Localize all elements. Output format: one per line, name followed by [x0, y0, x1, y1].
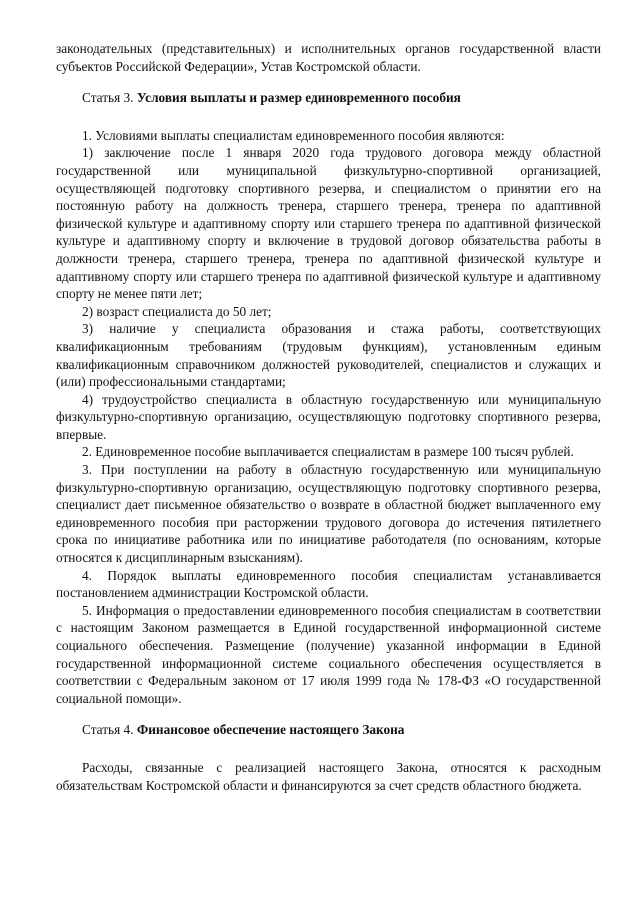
- article-3-paragraph: 2. Единовременное пособие выплачивается специалистам в размере 100 тысяч рублей.: [82, 444, 574, 460]
- document-body: [56, 40, 601, 794]
- article-3-paragraph: 1. Условиями выплаты специалистам единовременного пособия являются:: [82, 127, 505, 143]
- article-3-paragraph: 3) наличие у специалиста образования и стажа работы, соответствующих квалификационным требованиям (трудовым функциям), установленным единым квалификационным справочником должностей руководителей, специалистов и служащих и (или) профессиональными стандартами;: [56, 321, 601, 390]
- article-3-prefix: Статья 3.: [82, 90, 134, 106]
- article-3-paragraph: 1) заключение после 1 января 2020 года трудового договора между областной государственной или муниципальной физкультурно-спортивной организацией, осуществляющей подготовку спортивного резерва, и специалистом о принятии его на постоянную работу на должность тренера, старшего тренера, тренера по адаптивной физической культуре и адаптивному спорту или старшего тренера по адаптивной физической культуре и адаптивному спорту и включение в трудовой договор обязательства работы в должности тренера, старшего тренера, тренера по адаптивной физической культуре и адаптивному спорту или старшего тренера по адаптивной физической культуре и адаптивному спорту не менее пяти лет;: [56, 145, 601, 302]
- article-4-paragraph: Расходы, связанные с реализацией настоящего Закона, относятся к расходным обязательствам Костромской области и финансируются за счет средств областного бюджета.: [56, 759, 601, 793]
- article-3-paragraph: 5. Информация о предоставлении единовременного пособия специалистам в соответствии с настоящим Законом размещается в Единой государственной информационной системе социального обеспечения. Размещение (получение) указанной информации в Единой государственной информационной системе социального обеспечения осуществляется в соответствии с Федеральным законом от 17 июля 1999 года № 178-ФЗ «О государственной социальной помощи».: [56, 602, 601, 706]
- article-3-paragraph: 4) трудоустройство специалиста в областную государственную или муниципальную физкультурно-спортивную организацию, осуществляющую подготовку спортивного резерва, впервые.: [56, 391, 601, 442]
- intro-paragraph: законодательных (представительных) и исполнительных органов государственной власти субъектов Российской Федерации», Устав Костромской области.: [56, 41, 601, 74]
- article-4-prefix: Статья 4.: [82, 722, 134, 738]
- article-4-title: Финансовое обеспечение настоящего Закона: [136, 722, 405, 738]
- article-4-heading: [56, 721, 601, 739]
- article-3-title: Условия выплаты и размер единовременного пособия: [136, 90, 461, 106]
- article-3-heading: [56, 89, 601, 107]
- article-3-paragraph: 4. Порядок выплаты единовременного пособия специалистам устанавливается постановлением администрации Костромской области.: [56, 567, 601, 601]
- article-3-paragraph: 2) возраст специалиста до 50 лет;: [82, 303, 272, 319]
- article-3-paragraph: 3. При поступлении на работу в областную государственную или муниципальную физкультурно-спортивную организацию, осуществляющую подготовку спортивного резерва, специалист дает письменное обязательство о возврате в областной бюджет выплаченного ему единовременного пособия при расторжении трудового договора до истечения пятилетнего срока по инициативе работника или по инициативе работодателя (по основаниям, которые относятся к дисциплинарным взысканиям).: [56, 462, 601, 566]
